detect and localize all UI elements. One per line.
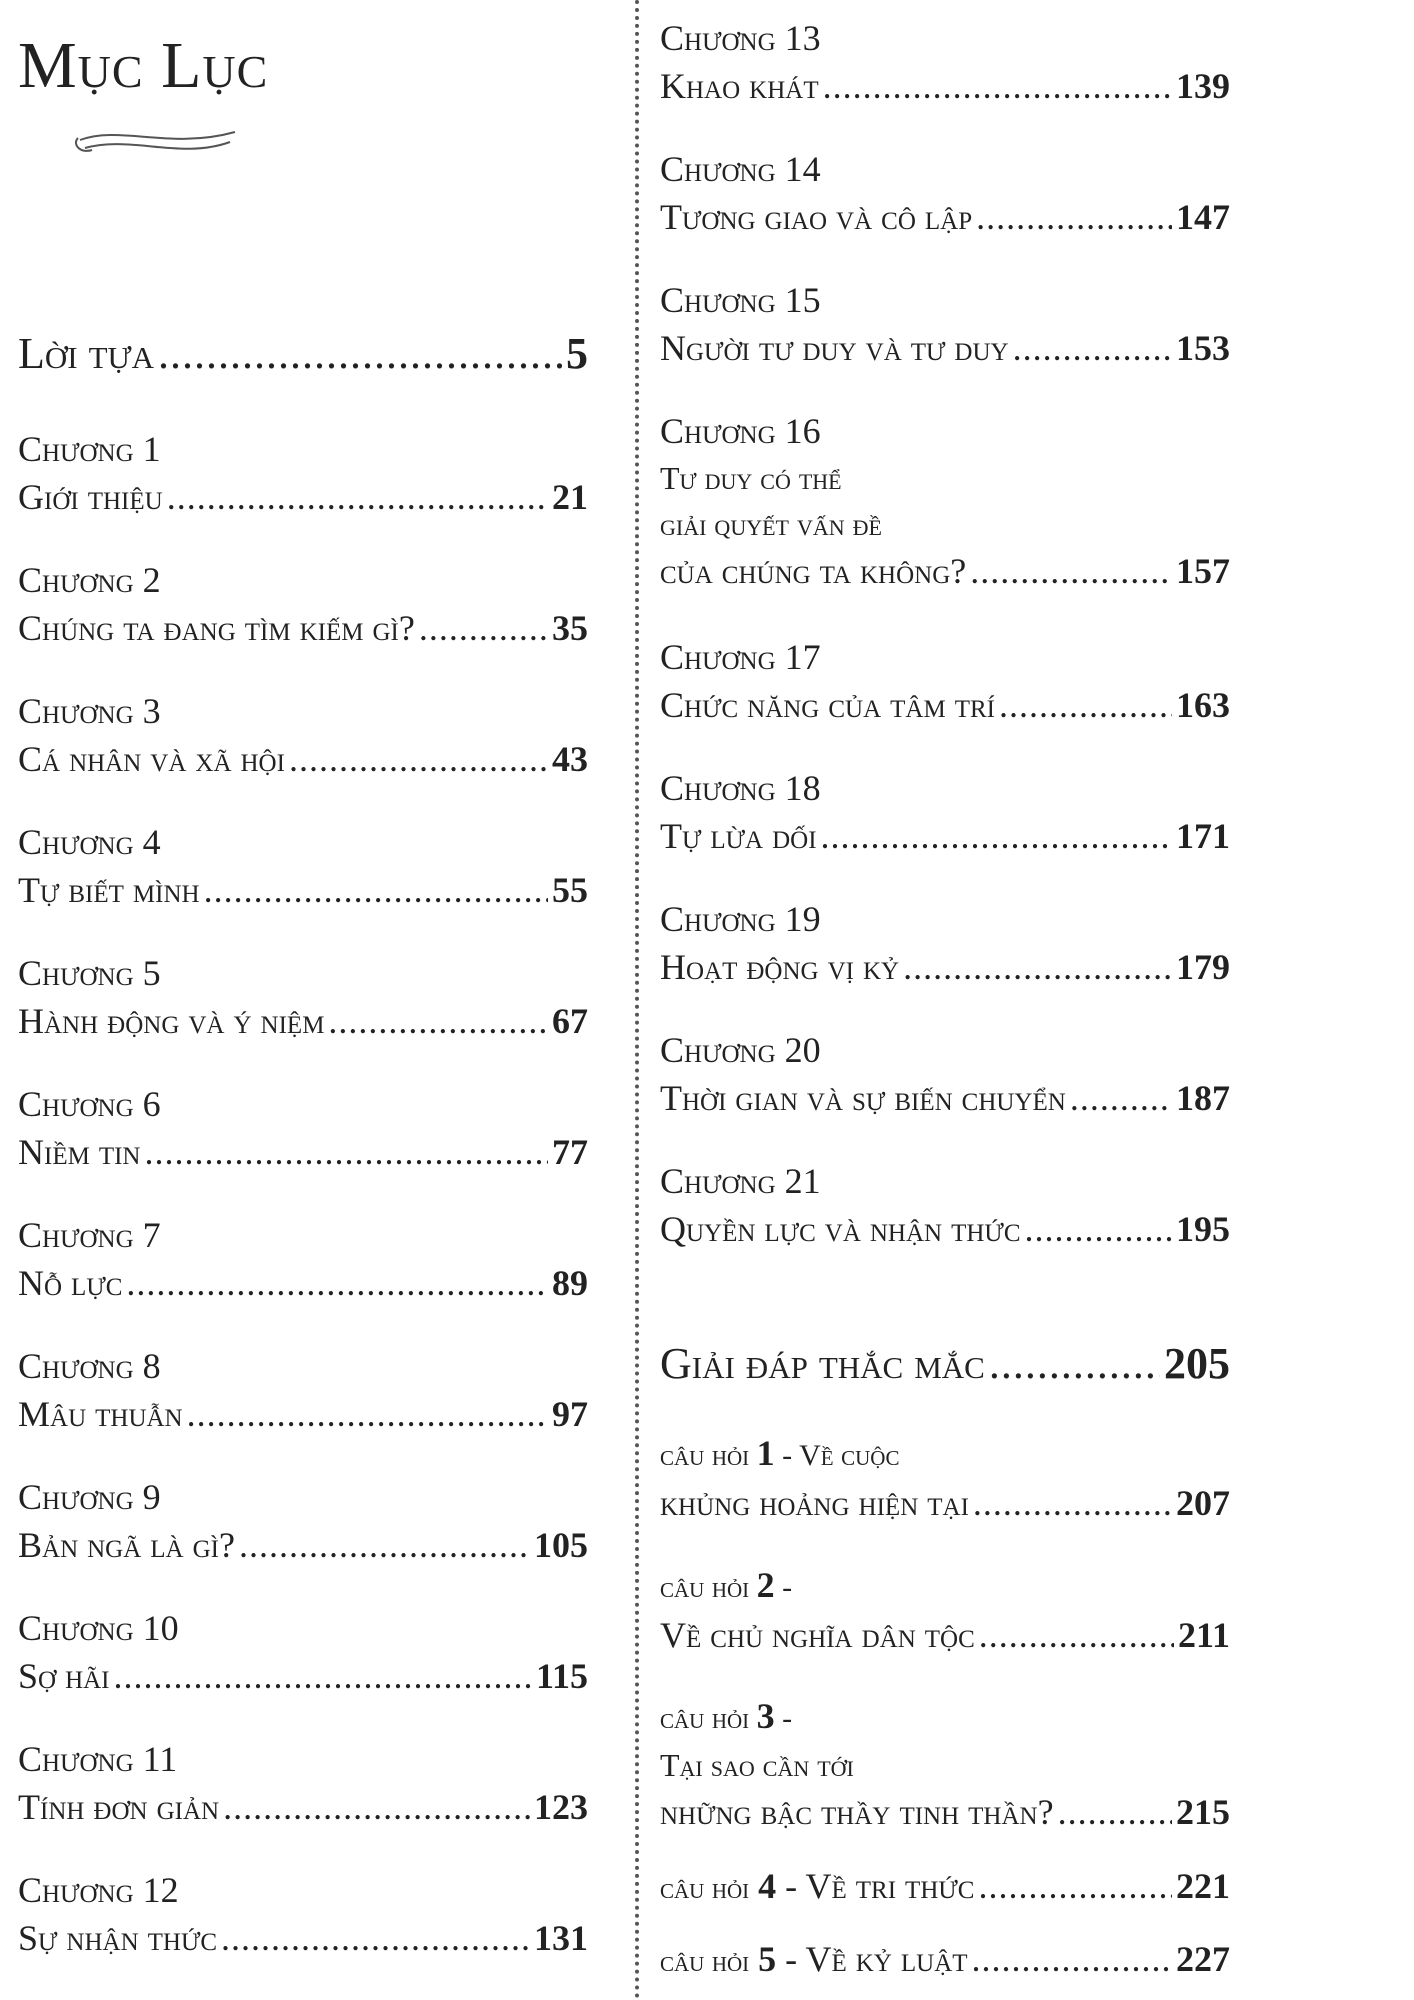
leader-dots (204, 866, 548, 914)
question-number: 4 (758, 1866, 777, 1906)
page-number: 215 (1176, 1792, 1230, 1832)
page-number: 187 (1176, 1078, 1230, 1118)
toc-entry[interactable] (660, 14, 1230, 110)
chapter-number: Chương 21 (660, 1161, 821, 1201)
chapter-title: Nỗ lực (18, 1263, 123, 1303)
faq-label: Giải đáp thắc mắc (660, 1339, 985, 1388)
chapter-title: Giới thiệu (18, 477, 163, 517)
chapter-title: Cá nhân và xã hội (18, 739, 285, 779)
toc-entry[interactable] (18, 1735, 588, 1831)
chapter-number: Chương 6 (18, 1084, 161, 1124)
leader-dots (223, 1783, 530, 1831)
leader-dots (114, 1652, 532, 1700)
toc-entry[interactable] (660, 764, 1230, 860)
chapter-number: Chương 19 (660, 899, 821, 939)
question-entry[interactable] (660, 1862, 1230, 1912)
leader-dots (821, 812, 1172, 860)
page-number: 123 (534, 1787, 588, 1827)
page-number: 171 (1176, 816, 1230, 856)
chapter-number: Chương 12 (18, 1870, 179, 1910)
page-number: 97 (552, 1394, 588, 1434)
question-title-line: - Về kỷ luật (785, 1939, 968, 1979)
leader-dots (978, 1862, 1172, 1910)
chapter-number: Chương 17 (660, 637, 821, 677)
chapter-title: Tự lừa dối (660, 816, 817, 856)
page-number: 163 (1176, 685, 1230, 725)
leader-dots (158, 330, 562, 378)
toc-entry[interactable] (18, 1604, 588, 1700)
toc-entry[interactable] (18, 1342, 588, 1438)
toc-entry[interactable] (18, 949, 588, 1045)
question-title-line: khủng hoảng hiện tại (660, 1483, 969, 1523)
chapter-number: Chương 13 (660, 18, 821, 58)
chapter-number: Chương 4 (18, 822, 161, 862)
page-number: 131 (534, 1918, 588, 1958)
toc-entry[interactable] (18, 556, 588, 652)
chapter-number: Chương 1 (18, 429, 161, 469)
chapter-number: Chương 14 (660, 149, 821, 189)
flourish-ornament (70, 120, 240, 170)
leader-dots (289, 735, 548, 783)
page-number: 21 (552, 477, 588, 517)
question-title-line: - Về cuộc (782, 1439, 900, 1472)
question-prefix: câu hỏi (660, 1872, 750, 1905)
faq-entry[interactable] (660, 1340, 1230, 1388)
toc-entry[interactable] (18, 687, 588, 783)
leader-dots (187, 1390, 548, 1438)
faq-page: 205 (1164, 1339, 1230, 1388)
chapter-title: Hành động và ý niệm (18, 1001, 325, 1041)
preface-page: 5 (566, 329, 588, 378)
question-number: 1 (756, 1433, 775, 1473)
chapter-title: Tính đơn giản (18, 1787, 220, 1827)
leader-dots (972, 1935, 1172, 1983)
leader-dots (167, 473, 548, 521)
page-number: 77 (552, 1132, 588, 1172)
chapter-title: Tự biết mình (18, 870, 200, 910)
leader-dots (999, 681, 1172, 729)
page-number: 157 (1176, 551, 1230, 591)
chapter-number: Chương 11 (18, 1739, 178, 1779)
leader-dots (328, 997, 548, 1045)
toc-entry[interactable] (18, 818, 588, 914)
chapter-number: Chương 7 (18, 1215, 161, 1255)
page-number: 105 (534, 1525, 588, 1565)
leader-dots (419, 604, 548, 652)
chapter-number: Chương 10 (18, 1608, 179, 1648)
chapter-title: Thời gian và sự biến chuyển (660, 1078, 1066, 1118)
chapter-title: Người tư duy và tư duy (660, 328, 1009, 368)
leader-dots (221, 1914, 530, 1962)
question-number: 3 (756, 1696, 775, 1736)
leader-dots (1025, 1205, 1173, 1253)
chapter-title: Mâu thuẫn (18, 1394, 183, 1434)
question-entry[interactable] (660, 1430, 1230, 1527)
chapter-title: Hoạt động vị kỷ (660, 947, 900, 987)
leader-dots (970, 547, 1172, 595)
leader-dots (126, 1259, 548, 1307)
question-title-line: những bậc thầy tinh thần? (660, 1792, 1054, 1832)
column-divider (635, 0, 639, 2000)
question-entry[interactable] (660, 1693, 1230, 1836)
chapter-number: Chương 20 (660, 1030, 821, 1070)
leader-dots (1070, 1074, 1172, 1122)
question-prefix: câu hỏi (660, 1571, 750, 1604)
toc-entry[interactable] (18, 1211, 588, 1307)
chapter-number: Chương 8 (18, 1346, 161, 1386)
page-number: 211 (1177, 1615, 1230, 1655)
page-title: Mục Lục (18, 29, 269, 102)
page-number: 89 (552, 1263, 588, 1303)
question-prefix: câu hỏi (660, 1439, 750, 1472)
question-title-line: Về chủ nghĩa dân tộc (660, 1615, 975, 1655)
page-number: 115 (535, 1656, 588, 1696)
leader-dots (976, 193, 1172, 241)
question-prefix: câu hỏi (660, 1702, 750, 1735)
leader-dots (989, 1340, 1160, 1388)
chapter-title: Tương giao và cô lập (660, 197, 973, 237)
question-title-line: - Về tri thức (785, 1866, 975, 1906)
question-number: 2 (756, 1565, 775, 1605)
question-title-line: - (782, 1702, 793, 1735)
leader-dots (239, 1521, 530, 1569)
chapter-title: Sự nhận thức (18, 1918, 218, 1958)
leader-dots (1058, 1788, 1172, 1836)
toc-entry[interactable] (18, 1866, 588, 1962)
toc-entry[interactable] (660, 1026, 1230, 1122)
toc-entry[interactable] (660, 276, 1230, 372)
leader-dots (973, 1479, 1172, 1527)
question-entry[interactable] (660, 1562, 1230, 1659)
toc-entry[interactable] (660, 1157, 1230, 1253)
chapter-title: Niềm tin (18, 1132, 141, 1172)
chapter-number: Chương 9 (18, 1477, 161, 1517)
leader-dots (979, 1611, 1174, 1659)
page-number: 153 (1176, 328, 1230, 368)
page-number: 35 (552, 608, 588, 648)
toc-entry-chapter-16[interactable] (660, 407, 1230, 595)
chapter-number: Chương 5 (18, 953, 161, 993)
chapter-title: Bản ngã là gì? (18, 1525, 235, 1565)
question-title-line: - (782, 1571, 793, 1604)
question-title-line: Tại sao cần tới (660, 1747, 854, 1783)
chapter-title: Quyền lực và nhận thức (660, 1209, 1021, 1249)
chapter-title: Chức năng của tâm trí (660, 685, 995, 725)
leader-dots (144, 1128, 548, 1176)
chapter-number: Chương 18 (660, 768, 821, 808)
leader-dots (903, 943, 1172, 991)
chapter-number: Chương 2 (18, 560, 161, 600)
toc-entry[interactable] (18, 425, 588, 521)
page-number: 43 (552, 739, 588, 779)
page-number: 179 (1176, 947, 1230, 987)
page-number: 139 (1176, 66, 1230, 106)
toc-entry[interactable] (660, 633, 1230, 729)
toc-entry[interactable] (18, 1473, 588, 1569)
chapter-title: Chúng ta đang tìm kiếm gì? (18, 608, 415, 648)
chapter-title-line: Tư duy có thể (660, 460, 842, 496)
question-prefix: câu hỏi (660, 1945, 750, 1978)
page-number: 227 (1176, 1939, 1230, 1979)
chapter-title-line: của chúng ta không? (660, 551, 967, 591)
toc-entry[interactable] (660, 145, 1230, 241)
leader-dots (1013, 324, 1172, 372)
chapter-title: Khao khát (660, 66, 819, 106)
toc-entry[interactable] (660, 895, 1230, 991)
question-entry[interactable] (660, 1935, 1230, 1985)
preface-label: Lời tựa (18, 329, 154, 378)
chapter-number: Chương 15 (660, 280, 821, 320)
chapter-number: Chương 16 (660, 411, 821, 451)
preface-entry[interactable] (18, 330, 588, 378)
page-number: 221 (1176, 1866, 1230, 1906)
page-number: 67 (552, 1001, 588, 1041)
page-number: 207 (1176, 1483, 1230, 1523)
leader-dots (823, 62, 1172, 110)
page-number: 55 (552, 870, 588, 910)
page-number: 147 (1176, 197, 1230, 237)
question-number: 5 (758, 1939, 777, 1979)
chapter-title: Sợ hãi (18, 1656, 110, 1696)
chapter-number: Chương 3 (18, 691, 161, 731)
chapter-title-line: giải quyết vấn đề (660, 506, 882, 542)
page-number: 195 (1176, 1209, 1230, 1249)
toc-entry[interactable] (18, 1080, 588, 1176)
